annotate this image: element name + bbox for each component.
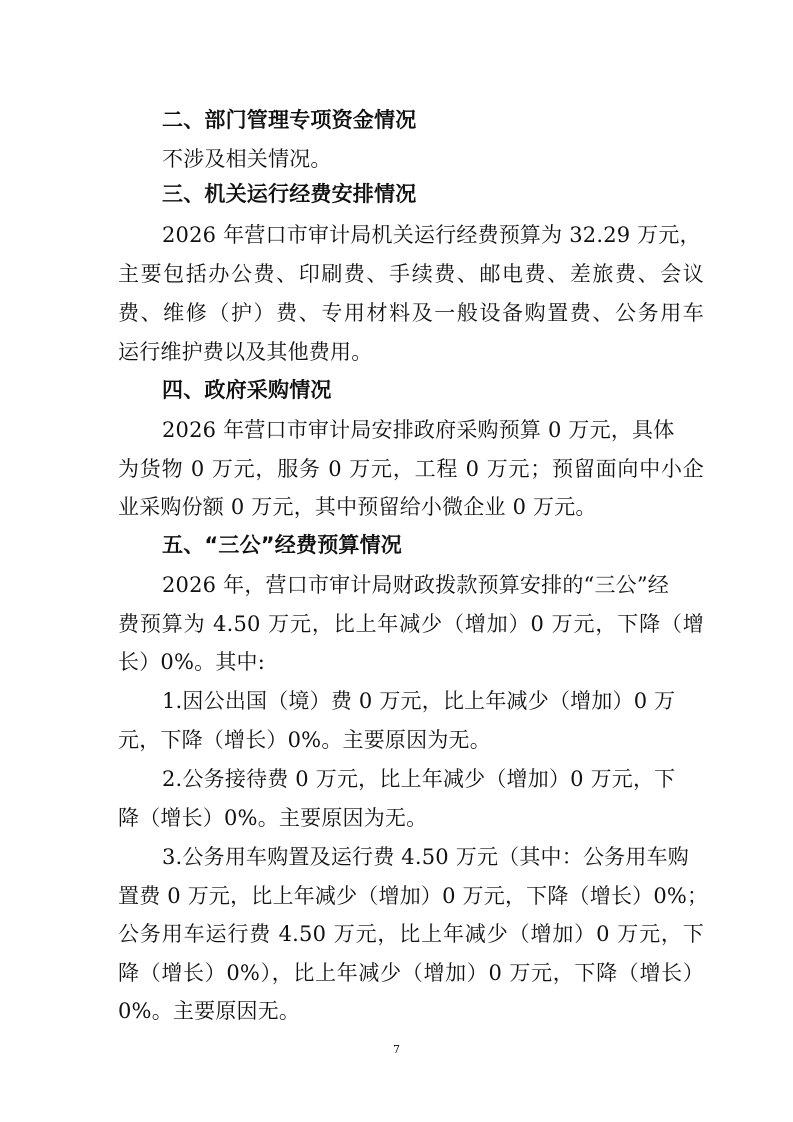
paragraph-line: 业采购份额 0 万元，其中预留给小微企业 0 万元。 <box>118 495 597 519</box>
section-heading-2: 二、部门管理专项资金情况 <box>162 108 417 132</box>
section-heading-4: 四、政府采购情况 <box>162 378 332 402</box>
list-item-line: 3.公务用车购置及运行费 4.50 万元（其中：公务用车购 <box>162 845 689 869</box>
paragraph-line: 费、维修（护）费、专用材料及一般设备购置费、公务用车 <box>118 301 704 325</box>
section-heading-3: 三、机关运行经费安排情况 <box>162 182 417 206</box>
list-item-line: 降（增长）0%），比上年减少（增加）0 万元，下降（增长） <box>118 961 704 985</box>
list-item-line: 1.因公出国（境）费 0 万元，比上年减少（增加）0 万 <box>162 689 676 713</box>
section-heading-5: 五、“三公”经费预算情况 <box>162 533 403 557</box>
list-item-line: 降（增长）0%。主要原因为无。 <box>118 806 428 830</box>
list-item-line: 公务用车运行费 4.50 万元，比上年减少（增加）0 万元，下 <box>118 922 704 946</box>
list-item-line: 0%。主要原因无。 <box>118 999 301 1023</box>
paragraph-line: 为货物 0 万元，服务 0 万元，工程 0 万元；预留面向中小企 <box>118 457 704 481</box>
list-item-line: 置费 0 万元，比上年减少（增加）0 万元，下降（增长）0%； <box>118 884 709 908</box>
paragraph-line: 不涉及相关情况。 <box>162 147 332 171</box>
paragraph-line: 长）0%。其中: <box>118 650 265 674</box>
page-number: 7 <box>393 1043 400 1056</box>
paragraph-line: 2026 年，营口市审计局财政拨款预算安排的“三公”经 <box>162 573 669 597</box>
paragraph-line: 2026 年营口市审计局安排政府采购预算 0 万元，具体 <box>162 418 675 442</box>
list-item-line: 2.公务接待费 0 万元，比上年减少（增加）0 万元，下 <box>162 767 676 791</box>
paragraph-line: 2026 年营口市审计局机关运行经费预算为 32.29 万元， <box>162 223 701 247</box>
paragraph-line: 费预算为 4.50 万元，比上年减少（增加）0 万元，下降（增 <box>118 612 704 636</box>
list-item-line: 元，下降（增长）0%。主要原因为无。 <box>118 728 491 752</box>
paragraph-line: 主要包括办公费、印刷费、手续费、邮电费、差旅费、会议 <box>118 262 704 286</box>
paragraph-line: 运行维护费以及其他费用。 <box>118 340 373 364</box>
